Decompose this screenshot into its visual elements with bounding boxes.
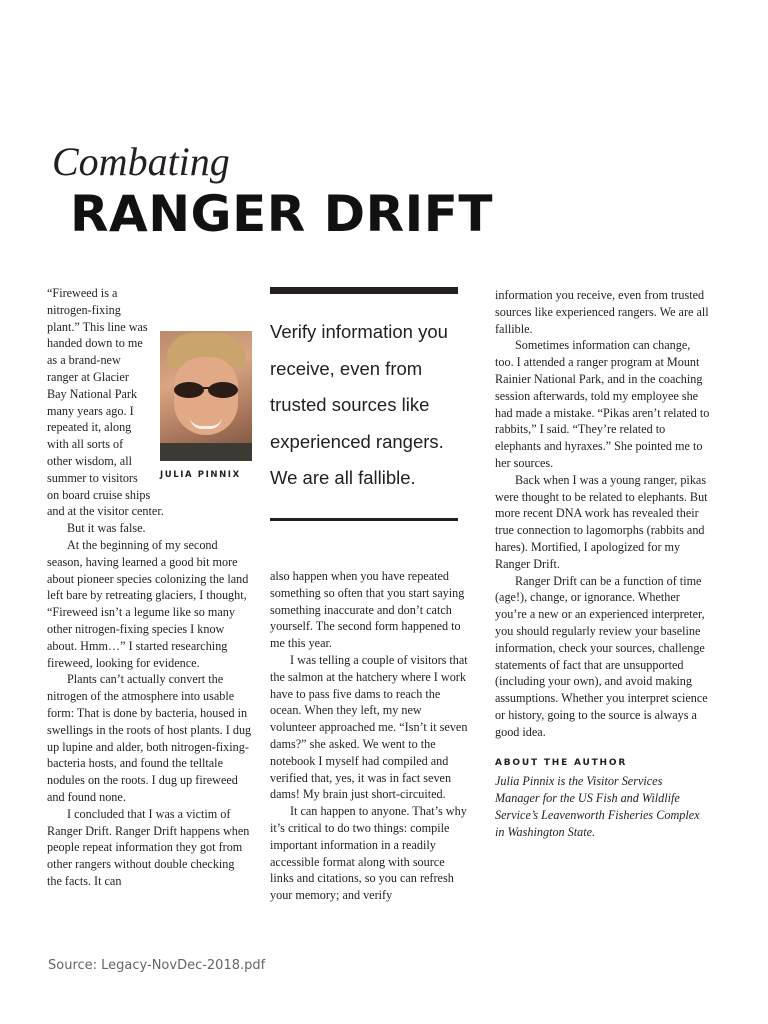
photo-caption: JULIA PINNIX [160,470,241,480]
author-photo-figure [157,286,252,484]
pull-quote-bottom-rule [270,518,458,521]
about-author-heading: ABOUT THE AUTHOR [495,757,628,768]
paragraph: It can happen to anyone. That’s why it’s critical to do two things: compile important information in a readily accessible format along with source links and citations, so you can refresh your memory; and verify [270,804,467,903]
paragraph: I was telling a couple of visitors that the salmon at the hatchery where I work have to pass five dams to reach the ocean. When they left, my new volunteer approached me. “Isn’t it seven dams?” she asked. We went to the notebook I myself had compiled and verified that, yes, it was in fact seven dams! My brain just short-circuited. [270,652,468,802]
paragraph: I concluded that I was a victim of Ranger Drift. Ranger Drift happens when people repeat information they got from other rangers without double checking the facts. It can [47,806,250,888]
paragraph: Back when I was a young ranger, pikas were thought to be related to elephants. But more recent DNA work has revealed their true connection to lagomorphs (rabbits and hares). Mortified, I apologized for my Ranger Drift. [495,472,708,571]
column-3 [495,287,710,841]
sunglasses-icon [172,381,240,399]
paragraph: information you receive, even from trusted sources like experienced rangers. We are all fallible. [495,288,709,336]
paragraph: “Fireweed is a nitrogen-fixing plant.” This line was handed down to me as a brand-new ranger at Glacier Bay National Park many years ago. I repeated it, along with all sorts of other wisdom, all summer to visitors on board cruise ships and at the visitor center. [47,286,164,519]
about-author-bio: Julia Pinnix is the Visitor Services Manager for the US Fish and Wildlife Service’s Leavenworth Fisheries Complex in Washington State. [495,774,700,839]
source-label: Source: Legacy-NovDec-2018.pdf [48,958,266,973]
author-photo [160,331,252,461]
article-title: RANGER DRIFT [70,185,494,243]
paragraph: Plants can’t actually convert the nitrogen of the atmosphere into usable form: That is done by bacteria, housed in swellings in the roots of host plants. I dug up lupine and alder, both nitrogen-fixing-bacteria hosts, and found the telltale nodules on the roots. I dug up fireweed and found none. [47,672,252,804]
paragraph: At the beginning of my second season, having learned a good bit more about pioneer species colonizing the land left bare by retreating glaciers, I thought, “Fireweed isn’t a legume like so many other nitrogen-fixing species I know about. Hmm…” I started researching fireweed, looking for evidence. [47,537,249,670]
column-1 [47,285,252,890]
paragraph: Ranger Drift can be a function of time (age!), change, or ignorance. Whether you’re a new or an experienced interpreter, you should regularly review your baseline information, check your sources, challenge statements of fact that are unsupported (including your own), and avoid making assumptions. Whether you interpret science or history, going to the source is always a good idea. [495,573,708,739]
column-2 [270,568,468,904]
pull-quote: Verify information you receive, even from trusted sources like experienced rangers. We are all fallible. [270,321,448,488]
paragraph: Sometimes information can change, too. I attended a ranger program at Mount Rainier National Park, and in the coaching session afterwards, told my employee she had made a mistake. “Pikas aren’t related to rabbits,” I said. “They’re related to elephants and hyraxes.” She pointed me to her sources. [495,338,710,470]
paragraph: also happen when you have repeated something so often that you start saying something inaccurate and don’t catch yourself. The second form happened to me this year. [270,569,465,651]
pull-quote-top-rule [270,287,458,294]
title-kicker: Combating [52,139,230,184]
paragraph: But it was false. [67,521,146,536]
